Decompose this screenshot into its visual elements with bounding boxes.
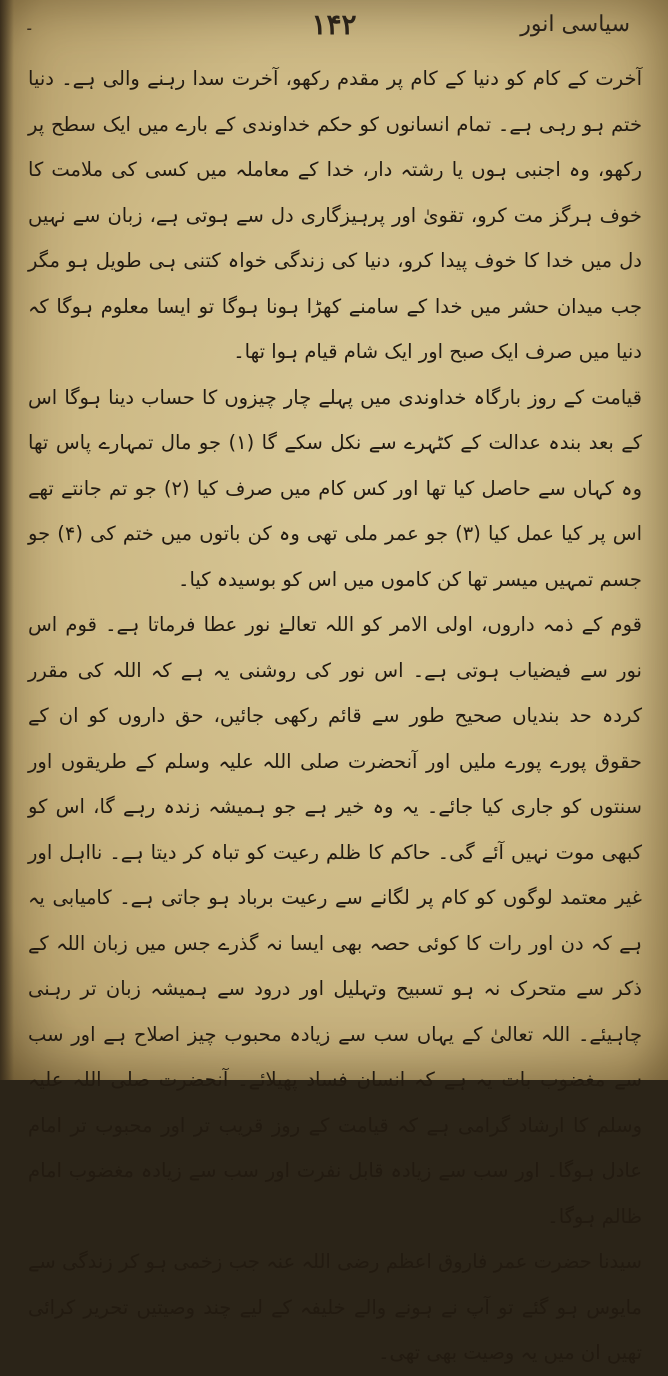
paragraph-4: سیدنا حضرت عمر فاروق اعظم رضی اللہ عنہ جب زخمی ہو کر زندگی سے مایوس ہو گئے تو آپ نے ہونے والے خلیفہ کے لیے چند وصیتیں تحریر کرائی تھیں ان میں یہ وصیت بھی تھی۔ [28,1250,642,1364]
paragraph-1: آخرت کے کام کو دنیا کے کام پر مقدم رکھو، آخرت سدا رہنے والی ہے۔ دنیا ختم ہو رہی ہے۔ تمام انسانوں کو حکم خداوندی کے بارے میں ایک سطح پر رکھو، وہ اجنبی ہوں یا رشتہ دار، خدا کے معاملہ میں کسی کی ملامت کا خوف ہرگز مت کرو، تقویٰ اور پرہیزگاری دل سے ہوتی ہے، زبان سے نہیں دل میں خدا کا خوف پیدا کرو، دنیا کی زندگی خواہ کتنی ہی طویل ہو مگر جب میدان حشر میں خدا کے سامنے کھڑا ہونا ہوگا تو ایسا معلوم ہوگا کہ دنیا میں صرف ایک صبح اور ایک شام قیام ہوا تھا۔ [28,67,642,363]
paragraph-2: قیامت کے روز بارگاہ خداوندی میں پہلے چار چیزوں کا حساب دینا ہوگا اس کے بعد بندہ عدالت کے کٹہرے سے نکل سکے گا (۱) جو مال تمہارے پاس تھا وہ کہاں سے حاصل کیا تھا اور کس کام میں صرف کیا (۲) جو تم جانتے تھے اس پر کیا عمل کیا (۳) جو عمر ملی تھی وہ کن باتوں میں ختم کی (۴) جو جسم تمہیں میسر تھا کن کاموں میں اس کو بوسیدہ کیا۔ [28,385,643,591]
corner-mark: ۔ [24,14,35,35]
paragraph-3: قوم کے ذمہ داروں، اولی الامر کو اللہ تعالےٰ نور عطا فرماتا ہے۔ قوم اس نور سے فیضیاب ہوتی ہے۔ اس نور کی روشنی یہ ہے کہ اللہ کی مقرر کردہ حد بندیاں صحیح طور سے قائم رکھی جائیں، حق داروں کو ان کے حقوق پورے پورے ملیں اور آنحضرت صلی اللہ علیہ وسلم کے طریقوں اور سنتوں کو جاری کیا جائے۔ یہ وہ خیر ہے جو ہمیشہ زندہ رہے گا، اس کو کبھی موت نہیں آئے گی۔ حاکم کا ظلم رعیت کو تباہ کر دیتا ہے۔ نااہل اور غیر معتمد لوگوں کو کام پر لگانے سے رعیت برباد ہو جاتی ہے۔ کامیابی یہ ہے کہ دن اور رات کا کوئی حصہ بھی ایسا نہ گذرے جس میں زبان اللہ کے ذکر سے متحرک نہ ہو تسبیح وتہلیل اور درود سے ہمیشہ زبان تر رہنی چاہیئے۔ اللہ تعالیٰ کے یہاں سب سے زیادہ محبوب چیز اصلاح ہے اور سب سے مغضوب بات یہ ہے کہ انسان فساد پھیلائے۔ آنحضرت صلی اللہ علیہ وسلم کا ارشاد گرامی ہے کہ قیامت کے روز قریب تر اور محبوب تر امام عادل ہوگا۔ اور سب سے زیادہ قابل نفرت اور سب سے زیادہ مغضوب امام ظالم ہوگا۔ [28,613,642,1228]
page-number: ۱۴۲ [311,8,357,41]
page-header [20,8,648,50]
running-title: سیاسی انور [520,12,630,37]
page-body [28,56,643,1364]
page-gutter-shadow [0,0,14,1080]
